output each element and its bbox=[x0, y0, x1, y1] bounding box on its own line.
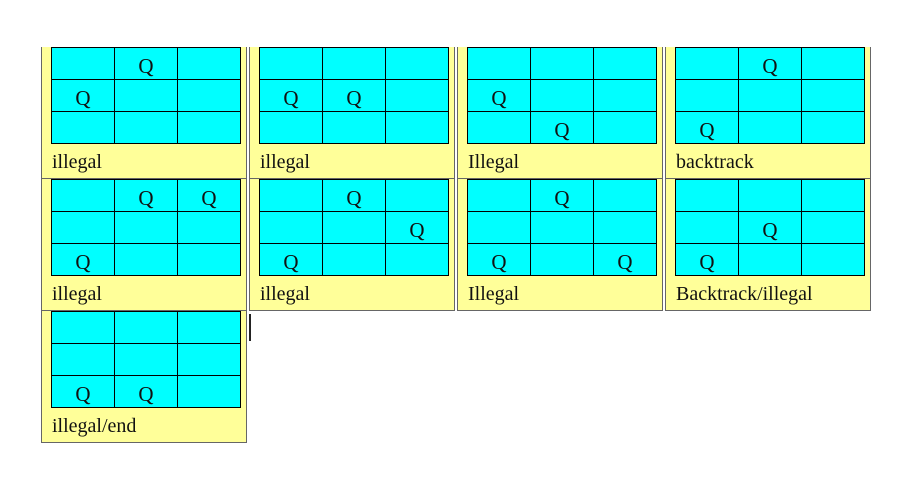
chess-board-3x3 bbox=[259, 47, 449, 144]
board-cell bbox=[739, 80, 802, 112]
board-cell bbox=[386, 180, 449, 212]
board-cell bbox=[178, 312, 241, 344]
board-cell bbox=[468, 180, 531, 212]
board-cell bbox=[323, 244, 386, 276]
board-cell bbox=[531, 244, 594, 276]
board-cell bbox=[594, 244, 657, 276]
board-cell bbox=[115, 244, 178, 276]
queen-marker: Q bbox=[491, 250, 507, 274]
board-cell bbox=[178, 48, 241, 80]
board-cell bbox=[802, 244, 865, 276]
queen-marker: Q bbox=[75, 250, 91, 274]
board-cell bbox=[323, 180, 386, 212]
state-label: Illegal bbox=[468, 151, 520, 173]
state-label: illegal bbox=[52, 151, 102, 173]
board-cell bbox=[115, 312, 178, 344]
board-cell bbox=[178, 180, 241, 212]
queen-marker: Q bbox=[762, 218, 778, 242]
board-cell bbox=[260, 180, 323, 212]
board-cell bbox=[386, 244, 449, 276]
board-cell bbox=[52, 376, 115, 408]
board-cell bbox=[739, 180, 802, 212]
board-cell bbox=[260, 212, 323, 244]
queen-marker: Q bbox=[138, 54, 154, 78]
queen-marker: Q bbox=[491, 86, 507, 110]
text-cursor bbox=[249, 314, 251, 341]
board-cell bbox=[178, 244, 241, 276]
board-cell bbox=[115, 212, 178, 244]
state-label: illegal bbox=[52, 283, 102, 305]
board-cell bbox=[52, 80, 115, 112]
board-cell bbox=[676, 48, 739, 80]
queen-marker: Q bbox=[283, 250, 299, 274]
board-cell bbox=[802, 112, 865, 144]
board-cell bbox=[52, 112, 115, 144]
board-cell bbox=[115, 112, 178, 144]
board-cell bbox=[739, 48, 802, 80]
chess-board-3x3 bbox=[467, 179, 657, 276]
board-cell bbox=[802, 212, 865, 244]
board-cell bbox=[115, 180, 178, 212]
state-panel-4 bbox=[665, 47, 871, 179]
state-panel-7 bbox=[457, 179, 663, 311]
board-cell bbox=[115, 344, 178, 376]
queen-marker: Q bbox=[617, 250, 633, 274]
queen-marker: Q bbox=[283, 86, 299, 110]
state-label: illegal bbox=[260, 151, 310, 173]
board-cell bbox=[115, 376, 178, 408]
state-label: illegal bbox=[260, 283, 310, 305]
board-cell bbox=[531, 180, 594, 212]
board-cell bbox=[739, 212, 802, 244]
queen-marker: Q bbox=[138, 382, 154, 406]
board-cell bbox=[802, 180, 865, 212]
board-cell bbox=[115, 48, 178, 80]
board-cell bbox=[323, 48, 386, 80]
state-panel-3 bbox=[457, 47, 663, 179]
state-panel-5 bbox=[41, 179, 247, 311]
board-cell bbox=[178, 112, 241, 144]
state-label: Illegal bbox=[468, 283, 520, 305]
queen-marker: Q bbox=[75, 86, 91, 110]
chess-board-3x3 bbox=[51, 47, 241, 144]
board-cell bbox=[802, 48, 865, 80]
board-cell bbox=[531, 112, 594, 144]
state-panel-2 bbox=[249, 47, 455, 179]
board-cell bbox=[468, 112, 531, 144]
queen-marker: Q bbox=[201, 186, 217, 210]
state-panel-9 bbox=[41, 311, 247, 443]
board-cell bbox=[260, 244, 323, 276]
queen-marker: Q bbox=[409, 218, 425, 242]
board-cell bbox=[594, 212, 657, 244]
queen-marker: Q bbox=[762, 54, 778, 78]
board-cell bbox=[531, 212, 594, 244]
queen-marker: Q bbox=[346, 186, 362, 210]
state-panel-8 bbox=[665, 179, 871, 311]
board-cell bbox=[323, 212, 386, 244]
queen-marker: Q bbox=[554, 186, 570, 210]
state-panel-6 bbox=[249, 179, 455, 311]
board-cell bbox=[386, 80, 449, 112]
board-cell bbox=[52, 48, 115, 80]
queen-marker: Q bbox=[699, 250, 715, 274]
state-label: Backtrack/illegal bbox=[676, 283, 813, 305]
state-panel-1 bbox=[41, 47, 247, 179]
board-cell bbox=[739, 112, 802, 144]
board-cell bbox=[468, 212, 531, 244]
board-cell bbox=[52, 180, 115, 212]
board-cell bbox=[386, 48, 449, 80]
board-cell bbox=[323, 80, 386, 112]
board-cell bbox=[178, 376, 241, 408]
queen-marker: Q bbox=[75, 382, 91, 406]
board-cell bbox=[323, 112, 386, 144]
board-cell bbox=[178, 80, 241, 112]
chess-board-3x3 bbox=[51, 311, 241, 408]
board-cell bbox=[739, 244, 802, 276]
board-cell bbox=[115, 80, 178, 112]
board-cell bbox=[468, 244, 531, 276]
queen-marker: Q bbox=[699, 118, 715, 142]
board-cell bbox=[52, 344, 115, 376]
queen-marker: Q bbox=[346, 86, 362, 110]
board-cell bbox=[178, 212, 241, 244]
state-label: backtrack bbox=[676, 151, 754, 173]
board-cell bbox=[52, 244, 115, 276]
board-cell bbox=[531, 80, 594, 112]
board-cell bbox=[468, 48, 531, 80]
board-cell bbox=[676, 80, 739, 112]
state-label: illegal/end bbox=[52, 415, 137, 437]
board-cell bbox=[260, 48, 323, 80]
board-cell bbox=[52, 212, 115, 244]
chess-board-3x3 bbox=[51, 179, 241, 276]
board-cell bbox=[676, 244, 739, 276]
board-cell bbox=[676, 112, 739, 144]
board-cell bbox=[468, 80, 531, 112]
chess-board-3x3 bbox=[259, 179, 449, 276]
board-cell bbox=[386, 212, 449, 244]
board-cell bbox=[676, 180, 739, 212]
board-cell bbox=[594, 80, 657, 112]
board-cell bbox=[178, 344, 241, 376]
queen-marker: Q bbox=[138, 186, 154, 210]
chess-board-3x3 bbox=[467, 47, 657, 144]
board-cell bbox=[52, 312, 115, 344]
board-cell bbox=[802, 80, 865, 112]
board-cell bbox=[594, 48, 657, 80]
chess-board-3x3 bbox=[675, 179, 865, 276]
chess-board-3x3 bbox=[675, 47, 865, 144]
board-cell bbox=[386, 112, 449, 144]
board-cell bbox=[594, 180, 657, 212]
board-cell bbox=[676, 212, 739, 244]
board-cell bbox=[531, 48, 594, 80]
queen-marker: Q bbox=[554, 118, 570, 142]
board-cell bbox=[260, 112, 323, 144]
board-cell bbox=[594, 112, 657, 144]
board-cell bbox=[260, 80, 323, 112]
